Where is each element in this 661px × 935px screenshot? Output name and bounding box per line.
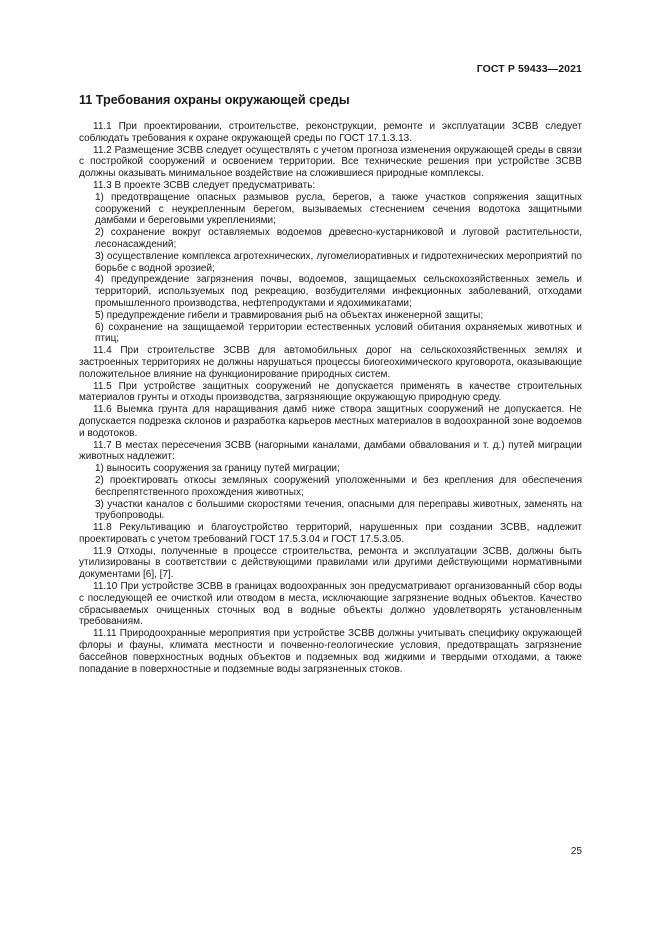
list-item: 4) предупреждение загрязнения почвы, водоемов, защищаемых сельскохозяйственных земель и территорий, используемых под рекреацию, возбудителями инфекционных заболеваний, отходами промышленного производства, нефтепродуктами и ядохимикатами; <box>95 274 582 309</box>
document-id-header: ГОСТ Р 59433—2021 <box>476 63 582 75</box>
paragraph: 11.9 Отходы, полученные в процессе строительства, ремонта и эксплуатации ЗСВВ, должны быть утилизированы в соответствии с действующими правилами или другими действующими нормативными документами [6], [7]. <box>79 545 582 581</box>
section-title: 11 Требования охраны окружающей среды <box>79 93 350 107</box>
list-item: 6) сохранение на защищаемой территории естественных условий обитания охраняемых животных и птиц; <box>95 321 582 345</box>
list-item: 3) осуществление комплекса агротехнических, лугомелиоративных и гидротехнических мероприятий по борьбе с водной эрозией; <box>95 250 582 274</box>
list-item: 1) выносить сооружения за границу путей миграции; <box>95 463 340 475</box>
paragraph: 11.8 Рекультивацию и благоустройство территорий, нарушенных при создании ЗСВВ, надлежит проектировать с учетом требований ГОСТ 17.5.3.04 и ГОСТ 17.5.3.05. <box>79 522 582 545</box>
section-body <box>79 121 582 675</box>
paragraph: 11.5 При устройстве защитных сооружений не допускается применять в качестве строительных материалов грунты и отходы производства, загрязняющие окружающую природную среду. <box>79 380 582 404</box>
list-item: 2) проектировать откосы земляных сооружений уположенными и без крепления для обеспечения беспрепятственного прохождения животных; <box>95 474 582 498</box>
paragraph: 11.6 Выемка грунта для наращивания дамб ниже створа защитных сооружений не допускается. Не допускается подрезка склонов и разработка карьеров местных материалов в водоохранной зоне водоемов и водотоков. <box>79 404 582 439</box>
paragraph: 11.4 При строительстве ЗСВВ для автомобильных дорог на сельскохозяйственных землях и застроенных территориях не должны нарушаться процессы биогеохимического круговорота, оказывающие положительное влияние на функционирование природных систем. <box>79 345 582 380</box>
list-item: 1) предотвращение опасных размывов русла, берегов, а также участков сопряжения защитных сооружений с неукрепленным берегом, вызываемых стеснением сечения водотока защитными дамбами и береговыми укреплениями; <box>95 191 582 227</box>
list-item: 2) сохранение вокруг оставляемых водоемов древесно-кустарниковой и луговой растительности, лесонасаждений; <box>95 227 582 250</box>
paragraph: 11.7 В местах пересечения ЗСВВ (нагорными каналами, дамбами обвалования и т. д.) путей миграции животных надлежит: <box>79 439 582 463</box>
list-item: 5) предупреждение гибели и травмирования рыб на объектах инженерной защиты; <box>95 309 484 321</box>
paragraph: 11.11 Природоохранные мероприятия при устройстве ЗСВВ должны учитывать специфику окружающей флоры и фауны, климата местности и почвенно-геологические условия, предотвращать загрязнение бассейнов поверхностных водных объектов и подземных вод жидкими и твердыми отходами, а также попадание в поверхностные и подземные воды загрязненных стоков. <box>79 628 582 675</box>
paragraph: 11.3 В проекте ЗСВВ следует предусматривать: <box>93 179 316 191</box>
paragraph: 11.2 Размещение ЗСВВ следует осуществлять с учетом прогноза изменения окружающей среды в связи с постройкой сооружений и освоением территории. Все технические решения при устройстве ЗСВВ должны оказывать минимальное воздействие на сложившиеся природные комплексы. <box>79 144 582 180</box>
paragraph: 11.1 При проектировании, строительстве, реконструкции, ремонте и эксплуатации ЗСВВ следует соблюдать требования к охране окружающей среды по ГОСТ 17.1.3.13. <box>79 121 582 144</box>
paragraph: 11.10 При устройстве ЗСВВ в границах водоохранных зон предусматривают организованный сбор воды с последующей ее очисткой или отводом в места, исключающие загрязнение водных объектов. Качество сбрасываемых очищенных сточных вод в водные объекты должно удовлетворять установленным требованиям. <box>79 581 582 628</box>
page-number: 25 <box>570 846 582 857</box>
list-item: 3) участки каналов с большими скоростями течения, опасными для переправы животных, заменять на трубопроводы. <box>95 498 582 522</box>
